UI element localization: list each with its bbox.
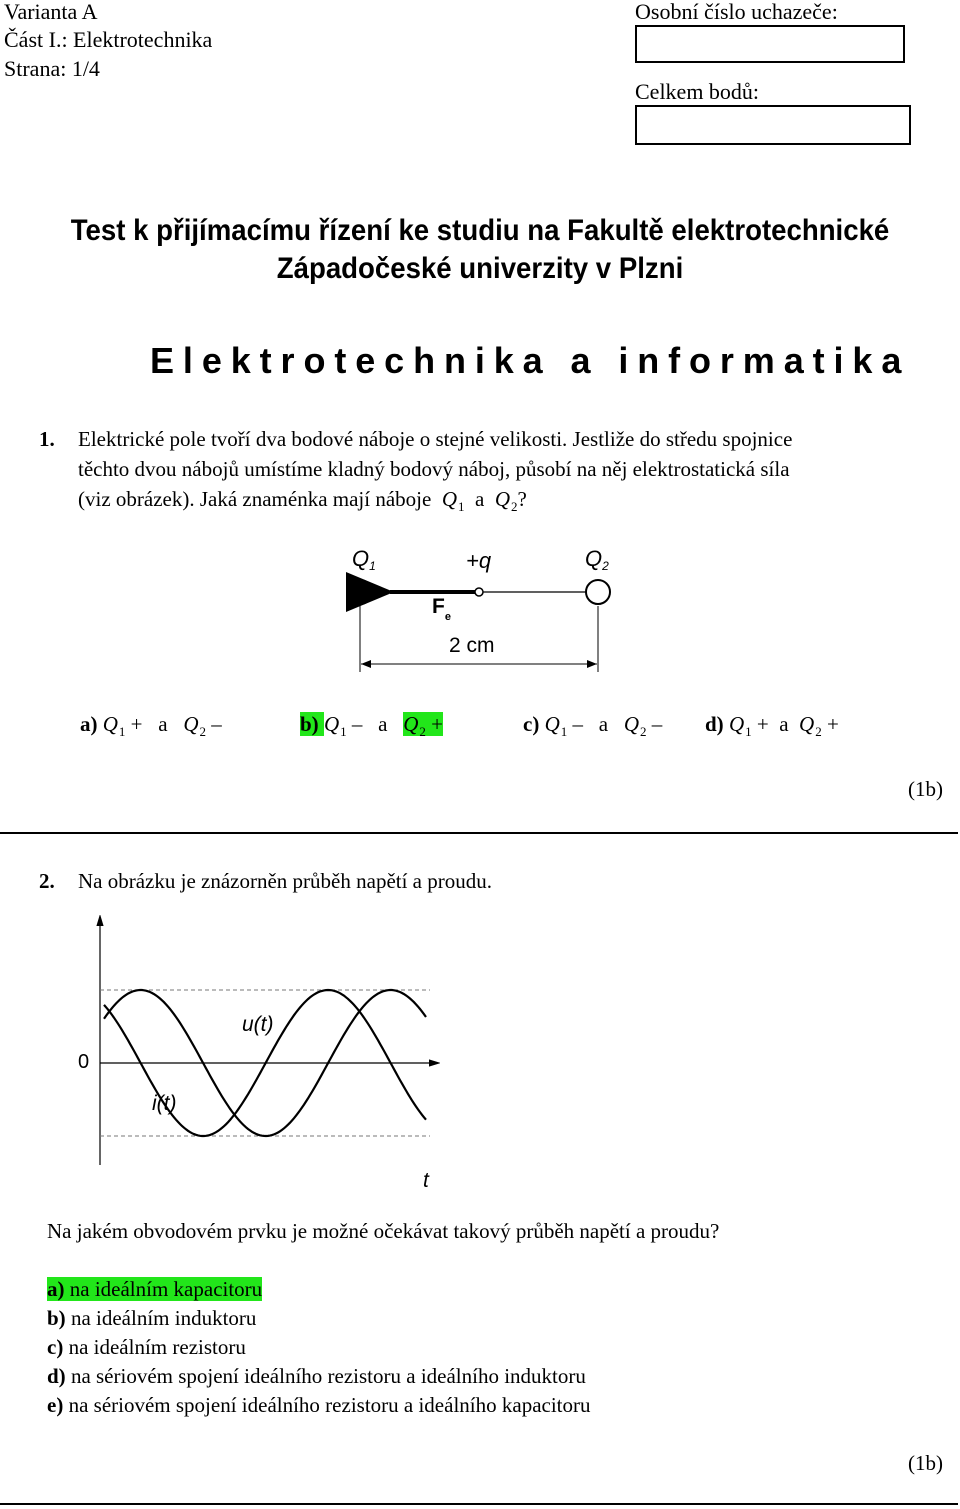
- q2-number: 2.: [39, 869, 55, 893]
- test-charge-label: +q: [466, 548, 492, 573]
- q2-question: Na jakém obvodovém prvku je možné očekávat takový průběh napětí a proudu?: [47, 1219, 720, 1243]
- current-label: i(t): [152, 1092, 177, 1115]
- test-title-line-1: Test k přijímacímu řízení ke studiu na Fakultě elektrotechnické: [70, 214, 890, 247]
- q1-text-line-3: (viz obrázek). Jaká znaménka mají náboje $Q_1$ a $Q_2$?: [78, 487, 527, 514]
- page-label: Strana: 1/4: [4, 56, 100, 81]
- q1-figure-label: Q1: [352, 546, 376, 573]
- q2-figure-label: Q2: [585, 546, 609, 573]
- q1-option-b[interactable]: b) $Q_1$ – a $Q_2$ +: [300, 712, 443, 739]
- total-points-field[interactable]: [635, 105, 911, 145]
- q2-option-e[interactable]: e) na sériovém spojení ideálního rezistoru a ideálního kapacitoru: [47, 1393, 591, 1417]
- time-axis-label: t: [423, 1169, 429, 1192]
- q2-option-a-highlight: a) na ideálním kapacitoru: [47, 1277, 263, 1301]
- test-title-line-2: Západočeské univerzity v Plzni: [276, 252, 684, 285]
- section-subtitle: Elektrotechnika a informatika: [150, 340, 911, 381]
- q1-option-b-highlight-1: b): [300, 712, 324, 736]
- voltage-current-graph: [60, 915, 440, 1195]
- charge-q1-circle: [348, 580, 372, 604]
- section-divider-1: [0, 832, 958, 834]
- charges-diagram: [330, 540, 630, 685]
- q1-option-c[interactable]: c) $Q_1$ – a $Q_2$ –: [523, 712, 663, 739]
- q2-text: Na obrázku je znázorněn průběh napětí a proudu.: [78, 869, 492, 893]
- q2-option-a[interactable]: [47, 1274, 262, 1304]
- q2-option-c[interactable]: c) na ideálním rezistoru: [47, 1335, 246, 1359]
- q1-option-d[interactable]: d) $Q_1 + a$ $Q_2$ +: [705, 712, 839, 739]
- q1-text-line-2: těchto dvou nábojů umístíme kladný bodový náboj, působí na něj elektrostatická síla: [78, 457, 790, 481]
- charge-q2-circle: [586, 580, 610, 604]
- variant-label: Varianta A: [4, 0, 98, 24]
- q1-points: (1b): [908, 777, 943, 801]
- q2-option-b[interactable]: b) na ideálním induktoru: [47, 1306, 257, 1330]
- distance-label: 2 cm: [449, 634, 495, 657]
- q2-points: (1b): [908, 1451, 943, 1475]
- origin-label: 0: [78, 1051, 90, 1073]
- voltage-label: u(t): [242, 1013, 274, 1036]
- section-divider-2: [0, 1503, 958, 1505]
- q1-number: 1.: [39, 427, 55, 451]
- test-charge-dot: [475, 588, 483, 596]
- q1-option-a[interactable]: a) $Q_1$ + a $Q_2$ –: [80, 712, 222, 739]
- applicant-id-label: Osobní číslo uchazeče:: [635, 0, 838, 24]
- q2-option-d[interactable]: d) na sériovém spojení ideálního rezistoru a ideálního induktoru: [47, 1364, 586, 1388]
- q1-text-line-1: Elektrické pole tvoří dva bodové náboje o stejné velikosti. Jestliže do středu spojnice: [78, 427, 793, 451]
- q1-option-b-highlight-2: $Q_2$ +: [403, 712, 443, 739]
- force-label: $F_e$: [432, 595, 451, 623]
- part-label: Část I.: Elektrotechnika: [4, 27, 213, 52]
- applicant-id-field[interactable]: [635, 25, 905, 63]
- total-points-label: Celkem bodů:: [635, 79, 760, 104]
